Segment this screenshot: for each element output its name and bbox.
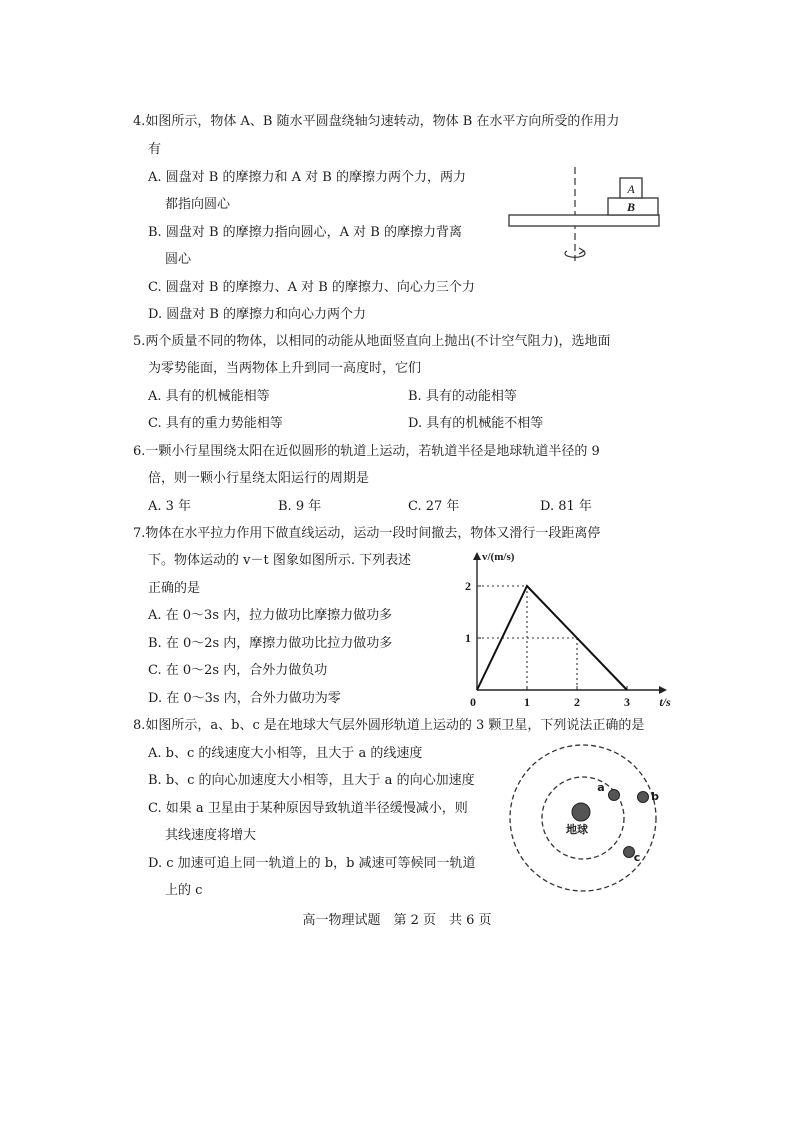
q8-option-b: B. b、c 的向心加速度大小相等，且大于 a 的向心加速度: [148, 773, 475, 788]
x-tick-label: 1: [524, 695, 530, 709]
q5-stem-line2: 为零势能面，当两物体上升到同一高度时，它们: [148, 361, 422, 376]
q8-option-d-line1: D. c 加速可追上同一轨道上的 b，b 减速可等候同一轨道: [148, 856, 476, 871]
q4-stem-line1: 4.如图所示，物体 A、B 随水平圆盘绕轴匀速转动，物体 B 在水平方向所受的作用力: [133, 114, 620, 129]
q5-option-b: B. 具有的动能相等: [408, 389, 517, 404]
page-footer: 高一物理试题 第 2 页 共 6 页: [302, 913, 492, 928]
q4-stem-line2: 有: [148, 142, 162, 157]
q4-option-d: D. 圆盘对 B 的摩擦力和向心力两个力: [148, 307, 367, 322]
chart-guides: [477, 586, 577, 690]
turntable-disc: [509, 215, 659, 226]
q7-stem-line1: 7.物体在水平拉力作用下做直线运动，运动一段时间撤去，物体又滑行一段距离停: [133, 526, 601, 541]
q7-stem-line2: 下。物体运动的 v－t 图象如图所示. 下列表述: [148, 553, 412, 568]
satellite-b-label: b: [651, 790, 659, 803]
q6-stem-line1: 6.一颗小行星围绕太阳在近似圆形的轨道上运动，若轨道半径是地球轨道半径的 9: [133, 444, 600, 459]
q8-option-c-line2: 其线速度将增大: [165, 828, 257, 843]
x-axis-arrow-icon: [659, 686, 667, 694]
q4-option-b-line1: B. 圆盘对 B 的摩擦力指向圆心，A 对 B 的摩擦力背离: [148, 225, 462, 240]
q8-option-c-line1: C. 如果 a 卫星由于某种原因导致轨道半径缓慢减小，则: [148, 801, 468, 816]
q8-option-d-line2: 上的 c: [165, 883, 203, 898]
satellite-orbit-figure: [495, 740, 675, 900]
q5-option-d: D. 具有的机械能不相等: [408, 416, 544, 431]
earth-label: 地球: [566, 823, 588, 836]
q5-option-c: C. 具有的重力势能相等: [148, 416, 283, 431]
q7-option-d: D. 在 0～3s 内，合外力做功为零: [148, 691, 341, 706]
q7-option-a: A. 在 0～3s 内，拉力做功比摩擦力做功多: [148, 608, 393, 623]
q4-option-a-line2: 都指向圆心: [165, 197, 231, 212]
x-tick-label: 2: [574, 695, 580, 709]
q7-option-b: B. 在 0～2s 内，摩擦力做功比拉力做功多: [148, 636, 393, 651]
q6-stem-line2: 倍，则一颗小行星绕太阳运行的周期是: [148, 471, 370, 486]
q8-option-a: A. b、c 的线速度大小相等，且大于 a 的线速度: [148, 746, 423, 761]
y-tick-label: 2: [465, 579, 471, 593]
q6-option-b: B. 9 年: [278, 499, 322, 514]
q4-option-c: C. 圆盘对 B 的摩擦力、A 对 B 的摩擦力、向心力三个力: [148, 280, 475, 295]
vt-chart: [455, 545, 675, 717]
x-axis-label: t/s: [659, 695, 671, 709]
q4-option-b-line2: 圆心: [165, 252, 192, 267]
q6-option-a: A. 3 年: [148, 499, 192, 514]
y-axis-label: v/(m/s): [482, 551, 515, 563]
block-b-label: B: [626, 200, 636, 214]
y-axis-arrow-icon: [473, 552, 481, 560]
x-tick-label: 3: [624, 695, 630, 709]
block-a-label: A: [627, 182, 635, 196]
satellite-a-label: a: [597, 781, 605, 794]
earth-icon: [572, 803, 590, 821]
q6-option-c: C. 27 年: [408, 499, 460, 514]
satellite-b-icon: [638, 792, 649, 803]
q5-option-a: A. 具有的机械能相等: [148, 389, 270, 404]
q8-stem: 8.如图所示，a、b、c 是在地球大气层外圆形轨道上运动的 3 颗卫星，下列说法正确的是: [133, 718, 645, 733]
origin-label: 0: [470, 695, 476, 709]
q7-stem-line3: 正确的是: [148, 581, 201, 596]
satellite-c-label: c: [633, 851, 641, 864]
y-tick-label: 1: [465, 631, 471, 645]
q4-option-a-line1: A. 圆盘对 B 的摩擦力和 A 对 B 的摩擦力两个力，两力: [148, 170, 466, 185]
turntable-figure: [505, 165, 665, 275]
satellite-a-icon: [609, 790, 620, 801]
q7-option-c: C. 在 0～2s 内，合外力做负功: [148, 663, 328, 678]
q6-option-d: D. 81 年: [540, 499, 592, 514]
chart-axes: [473, 552, 667, 694]
q5-stem-line1: 5.两个质量不同的物体，以相同的动能从地面竖直向上抛出(不计空气阻力)，选地面: [133, 334, 611, 349]
